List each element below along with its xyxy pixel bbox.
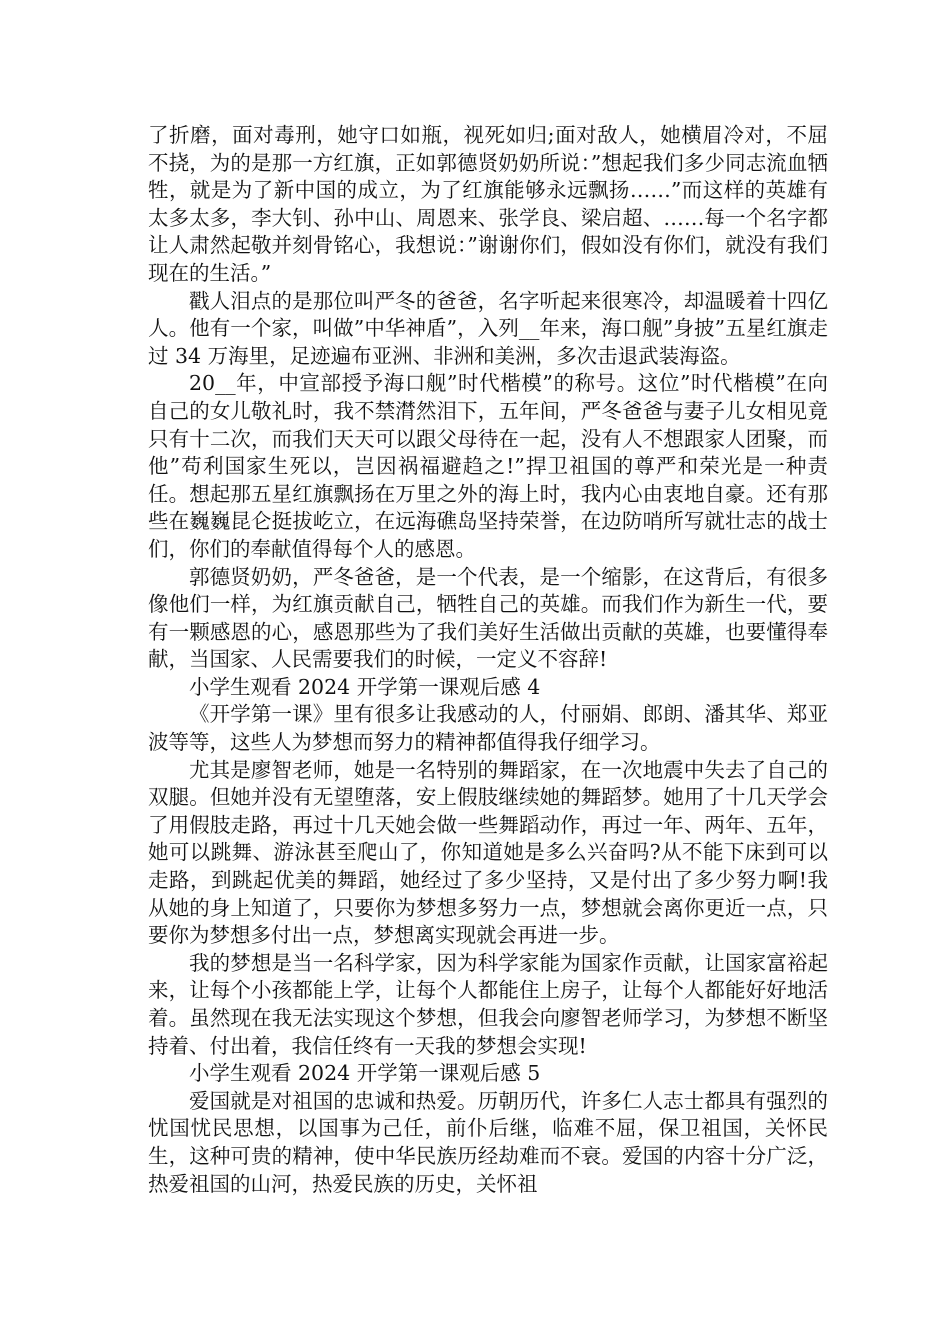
paragraph-time-model: 20__年，中宣部授予海口舰”时代楷模”的称号。这位”时代楷模”在向自己的女儿敬礼时，我不禁潸然泪下，五年间，严冬爸爸与妻子儿女相见竟只有十二次，而我们天天可以跟父母待在一起，没有人不想跟家人团聚，而他”苟利国家生死以，岂因祸福避趋之!”捍卫祖国的尊严和荣光是一种责任。想起那五星红旗飘扬在万里之外的海上时，我内心由衷地自豪。还有那些在巍巍昆仑挺拔屹立，在远海礁岛坚持荣誉，在边防哨所写就壮志的战士们，你们的奉献值得每个人的感恩。 [148,371,828,561]
paragraph-patriotism: 爱国就是对祖国的忠诚和热爱。历朝历代，许多仁人志士都具有强烈的忧国忧民思想，以国事为己任，前仆后继，临难不屈，保卫祖国，关怀民生，这种可贵的精神，使中华民族历经劫难而不衰。爱国的内容十分广泛，热爱祖国的山河，热爱民族的历史，关怀祖 [148,1088,828,1196]
paragraph-gratitude: 郭德贤奶奶，严冬爸爸，是一个代表，是一个缩影，在这背后，有很多像他们一样，为红旗贡献自己，牺牲自己的英雄。而我们作为新生一代，要有一颗感恩的心，感恩那些为了我们美好生活做出贡献的英雄，也要懂得奉献，当国家、人民需要我们的时候，一定义不容辞! [148,564,828,672]
section-heading-4: 小学生观看 2024 开学第一课观后感 4 [189,674,541,699]
paragraph-dream: 我的梦想是当一名科学家，因为科学家能为国家作贡献，让国家富裕起来，让每个小孩都能上学，让每个人都能住上房子，让每个人都能好好地活着。虽然现在我无法实现这个梦想，但我会向廖智老师学习，为梦想不断坚持着、付出着，我信任终有一天我的梦想会实现! [148,950,828,1058]
paragraph-yan-dong: 戳人泪点的是那位叫严冬的爸爸，名字听起来很寒冷，却温暖着十四亿人。他有一个家，叫做”中华神盾”，入列__年来，海口舰”身披”五星红旗走过 34 万海里，足迹遍布亚洲、非洲和美洲，多次击退武装海盗。 [148,288,828,368]
paragraph-torture-heroes: 了折磨，面对毒刑，她守口如瓶，视死如归;面对敌人，她横眉冷对，不屈不挠，为的是那一方红旗，正如郭德贤奶奶所说：”想起我们多少同志流血牺牲，就是为了新中国的成立，为了红旗能够永远飘扬……”而这样的英雄有太多太多，李大钊、孙中山、周恩来、张学良、梁启超、……每一个名字都让人肃然起敬并刻骨铭心，我想说：”谢谢你们，假如没有你们，就没有我们现在的生活。” [148,123,828,285]
section-heading-5: 小学生观看 2024 开学第一课观后感 5 [189,1061,541,1086]
paragraph-liao-zhi: 尤其是廖智老师，她是一名特别的舞蹈家，在一次地震中失去了自己的双腿。但她并没有无望堕落，安上假肢继续她的舞蹈梦。她用了十几天学会了用假肢走路，再过十几天她会做一些舞蹈动作，再过一年、两年、五年，她可以跳舞、游泳甚至爬山了，你知道她是多么兴奋吗?从不能下床到可以走路，到跳起优美的舞蹈，她经过了多少坚持，又是付出了多少努力啊!我从她的身上知道了，只要你为梦想多努力一点，梦想就会离你更近一点，只要你为梦想多付出一点，梦想离实现就会再进一步。 [148,757,828,948]
document-body [148,122,828,1198]
paragraph-first-lesson: 《开学第一课》里有很多让我感动的人，付丽娟、郎朗、潘其华、郑亚波等等，这些人为梦想而努力的精神都值得我仔细学习。 [148,702,828,755]
